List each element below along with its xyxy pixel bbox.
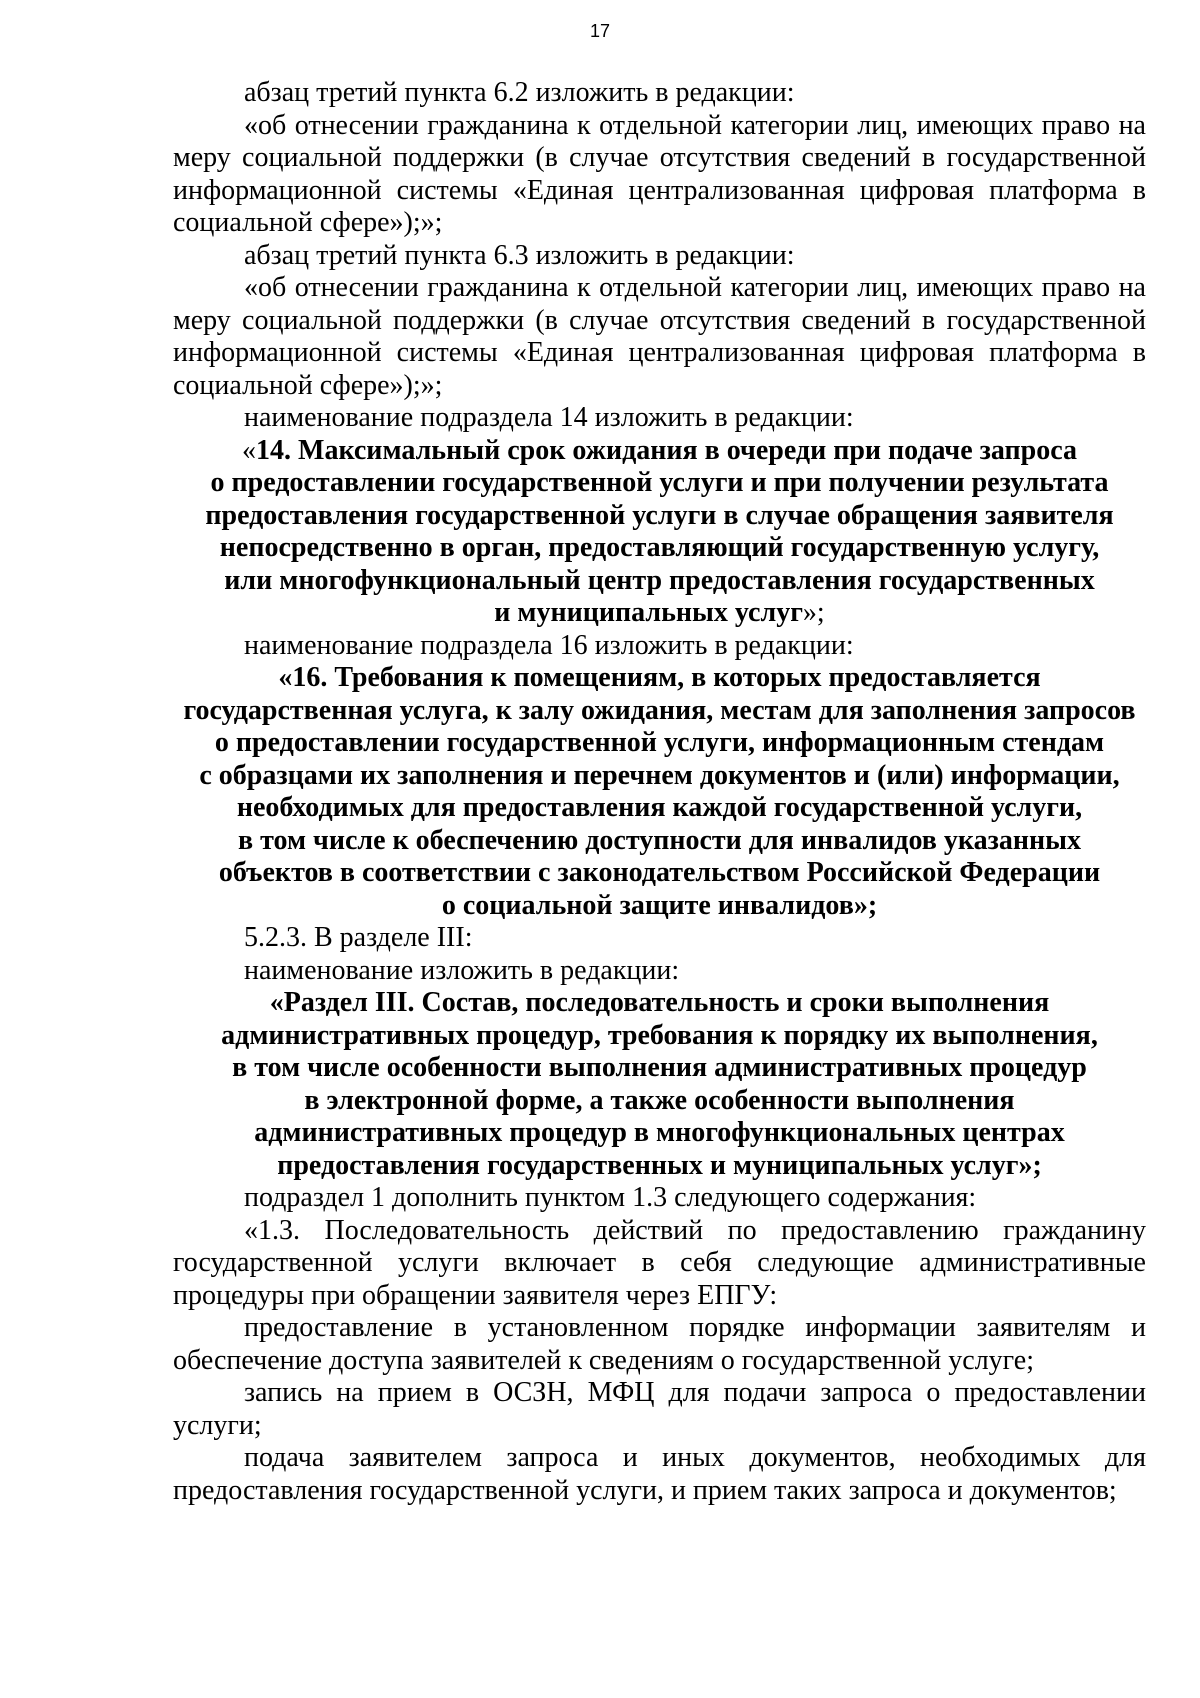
heading-3-line: в электронной форме, а также особенности выполнения [304,1084,1015,1116]
document-body [173,77,1146,1507]
heading-14-line: или многофункциональный центр предоставления государственных [224,564,1095,596]
page-number: 17 [589,21,611,41]
heading-16-line: о предоставлении государственной услуги, информационным стендам [214,727,1105,758]
heading-16-line: необходимых для предоставления каждой государственной услуги, [236,792,1083,823]
paragraph-1-3-text: «1.3. Последовательность действий по предоставлению гражданину государственной услуги включает в себя следующие административные процедуры при обращении заявителя через ЕПГУ: [173,1214,1146,1311]
paragraph-submission: подача заявителем запроса и иных документов, необходимых для предоставления государственной услуги, и прием таких запроса и документов; [173,1442,1146,1506]
heading-14-open-quote: « [242,434,257,466]
heading-16-line: государственная услуга, к залу ожидания, местам для заполнения запросов [183,694,1136,726]
heading-14-line [173,435,1146,468]
heading-14-close: »; [802,597,825,628]
heading-16-line: объектов в соответствии с законодательством Российской Федерации [218,857,1101,888]
paragraph-name-intro: наименование изложить в редакции: [244,954,680,986]
heading-16-line: «16. Требования к помещениям, в которых предоставляется [278,662,1041,693]
heading-3-line: административных процедур, требования к порядку их выполнения, [221,1019,1098,1051]
heading-section-3 [173,987,1146,1182]
paragraph-subsection-16-intro: наименование подраздела 16 изложить в редакции: [244,629,854,661]
heading-subsection-16 [173,662,1146,922]
heading-16-line: в том числе к обеспечению доступности для инвалидов указанных [238,824,1081,856]
paragraph-section-3-intro: 5.2.3. В разделе III: [244,922,473,953]
heading-3-line: «Раздел III. Состав, последовательность и сроки выполнения [269,987,1050,1018]
paragraph-6-3-text: «об отнесении гражданина к отдельной категории лиц, имеющих право на меру социальной поддержки (в случае отсутствия сведений в государственной информационной системы «Единая централизованная цифровая платформа в социальной сфере»);»; [173,272,1146,401]
heading-3-line: предоставления государственных и муниципальных услуг»; [277,1149,1042,1181]
heading-14-line: о предоставлении государственной услуги и при получении результата [210,467,1109,498]
heading-3-line: административных процедур в многофункциональных центрах [254,1117,1065,1148]
heading-14-line: предоставления государственной услуги в случае обращения заявителя [205,499,1114,531]
heading-16-line: с образцами их заполнения и перечнем документов и (или) информации, [199,759,1120,791]
heading-14-line [173,597,1146,630]
paragraph-subsection-1-intro: подраздел 1 дополнить пунктом 1.3 следующего содержания: [244,1182,977,1213]
paragraph-6-2-intro: абзац третий пункта 6.2 изложить в редакции: [244,77,795,108]
paragraph-info-provision: предоставление в установленном порядке информации заявителям и обеспечение доступа заявителей к сведениям о государственной услуге; [173,1312,1146,1376]
paragraph-appointment: запись на прием в ОСЗН, МФЦ для подачи запроса о предоставлении услуги; [173,1377,1146,1441]
paragraph-6-2-text: «об отнесении гражданина к отдельной категории лиц, имеющих право на меру социальной поддержки (в случае отсутствия сведений в государственной информационной системы «Единая централизованная цифровая платформа в социальной сфере»);»; [173,109,1146,238]
heading-3-line: в том числе особенности выполнения административных процедур [232,1052,1087,1083]
heading-16-line: о социальной защите инвалидов»; [441,889,878,921]
heading-14-text: и муниципальных услуг [494,597,803,628]
heading-14-line: непосредственно в орган, предоставляющий государственную услугу, [219,532,1100,563]
paragraph-6-3-intro: абзац третий пункта 6.3 изложить в редакции: [244,239,795,271]
heading-subsection-14 [173,435,1146,630]
paragraph-subsection-14-intro: наименование подраздела 14 изложить в редакции: [244,402,854,433]
heading-14-text: 14. Максимальный срок ожидания в очереди при подаче запроса [256,434,1077,466]
